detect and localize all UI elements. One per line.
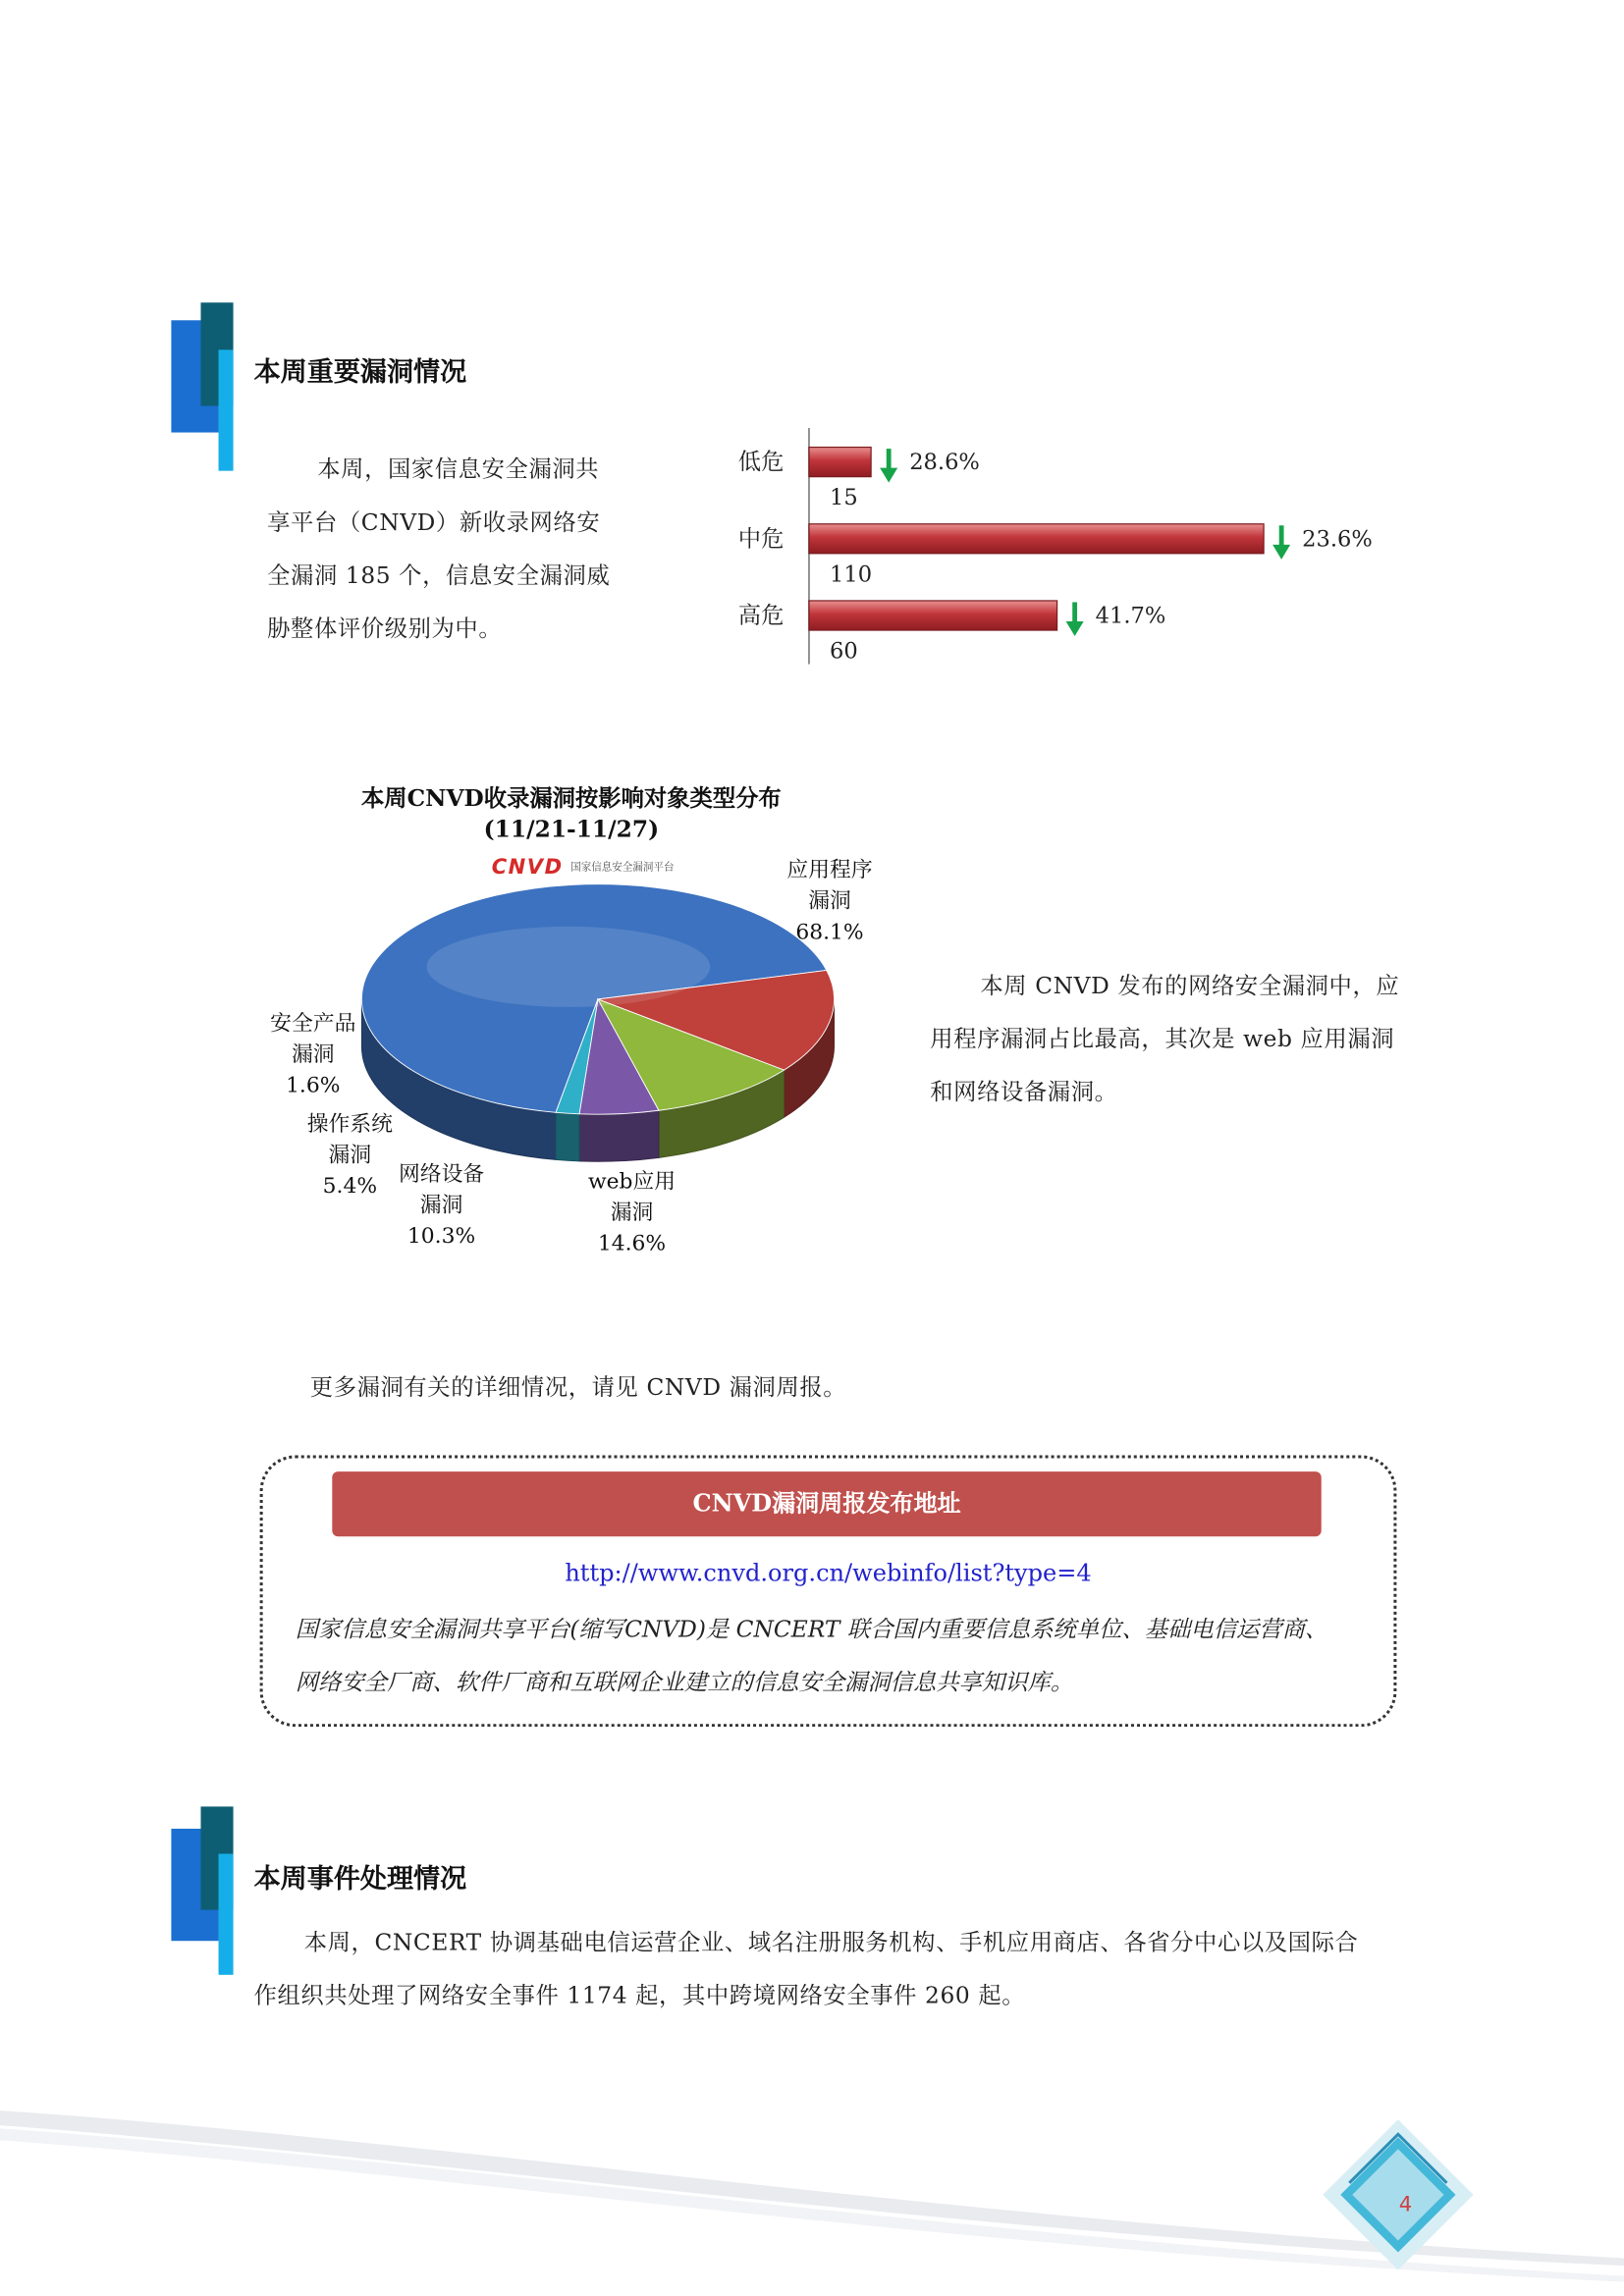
cnvd-logo-mark: CNVD: [491, 856, 564, 881]
section-heading-vulnerabilities: 本周重要漏洞情况: [253, 356, 467, 389]
pie-label-name2: 漏洞: [419, 1194, 463, 1218]
summary-line: 全漏洞 185 个，信息安全漏洞威: [267, 561, 611, 589]
pie-label-name: web应用: [587, 1170, 677, 1195]
summary-line: 享平台（CNVD）新收录网络安: [267, 508, 601, 536]
severity-change-label: 28.6%: [909, 450, 980, 476]
pie-label-name: 网络设备: [398, 1162, 485, 1187]
section-heading-incidents: 本周事件处理情况: [253, 1864, 467, 1896]
callout-desc-line: 网络安全厂商、软件厂商和互联网企业建立的信息安全漏洞信息共享知识库。: [295, 1669, 1074, 1696]
severity-bar: [809, 601, 1057, 630]
heading-decoration-2: [171, 1806, 238, 1976]
pie-side-wall: [556, 1112, 579, 1161]
severity-category-label: 低危: [737, 449, 785, 476]
pie-label-pct: 14.6%: [597, 1232, 667, 1256]
pie-label-name2: 漏洞: [291, 1043, 335, 1068]
pie-label-applications: [768, 856, 892, 949]
heading-decoration-1: [171, 302, 238, 472]
severity-bar: [809, 448, 871, 477]
pie-label-pct: 68.1%: [795, 921, 864, 945]
more-info-line: 更多漏洞有关的详细情况，请见 CNVD 漏洞周报。: [309, 1373, 847, 1401]
incident-summary: [254, 1916, 1359, 2022]
severity-count-label: 15: [830, 485, 858, 511]
page-number: 4: [1398, 2193, 1413, 2217]
callout-description: [296, 1603, 1388, 1709]
severity-count-label: 110: [830, 561, 873, 588]
down-arrow-icon: [880, 449, 897, 483]
pie-label-pct: 5.4%: [322, 1174, 378, 1199]
pie-description-line: 用程序漏洞占比最高，其次是 web 应用漏洞: [930, 1026, 1395, 1053]
severity-category-label: 中危: [737, 525, 785, 553]
severity-change-label: 23.6%: [1302, 526, 1373, 553]
pie-label-name2: 漏洞: [610, 1201, 654, 1225]
callout-desc-line: 国家信息安全漏洞共享平台(缩写CNVD)是 CNCERT 联合国内重要信息系统单位、基础电信运营商、: [295, 1616, 1328, 1643]
severity-bar: [809, 524, 1264, 554]
down-arrow-icon: [1272, 525, 1290, 560]
pie-label-pct: 10.3%: [406, 1224, 476, 1250]
callout-title-banner: CNVD漏洞周报发布地址: [332, 1471, 1321, 1536]
pie-description-line: 本周 CNVD 发布的网络安全漏洞中，应: [980, 972, 1400, 999]
down-arrow-icon: [1066, 602, 1084, 636]
pie-description: [930, 959, 1399, 1118]
severity-change-label: 41.7%: [1095, 603, 1166, 629]
pie-label-name2: 漏洞: [808, 889, 851, 914]
incident-line: 本周，CNCERT 协调基础电信运营企业、域名注册服务机构、手机应用商店、各省分中心以及国际合: [303, 1929, 1359, 1956]
pie-title-line1: 本周CNVD收录漏洞按影响对象类型分布: [361, 783, 782, 812]
pie-title-line2: (11/21-11/27): [483, 814, 660, 843]
severity-count-label: 60: [830, 638, 858, 665]
pie-label-web-apps: [569, 1167, 693, 1260]
pie-label-name: 安全产品: [270, 1012, 356, 1037]
pie-label-security-products: [251, 1009, 375, 1102]
pie-label-name2: 漏洞: [328, 1144, 372, 1168]
severity-bar-chart: [724, 421, 1403, 679]
pie-label-network-devices: [379, 1160, 503, 1254]
pie-highlight: [427, 927, 711, 1007]
pie-label-pct: 1.6%: [286, 1074, 341, 1098]
cnvd-logo-subtitle: 国家信息安全漏洞平台: [570, 861, 675, 874]
vulnerability-summary: [267, 443, 610, 656]
summary-line: 本周，国家信息安全漏洞共: [317, 455, 600, 483]
pie-description-line: 和网络设备漏洞。: [930, 1079, 1118, 1106]
pie-side-wall: [579, 1110, 659, 1161]
pie-label-name: 应用程序: [786, 859, 873, 883]
pie-chart-title: [296, 782, 847, 844]
summary-line: 胁整体评价级别为中。: [267, 615, 503, 643]
pie-label-name: 操作系统: [306, 1112, 393, 1137]
severity-category-label: 高危: [737, 602, 785, 629]
cnvd-weekly-link[interactable]: http://www.cnvd.org.cn/webinfo/list?type=4: [565, 1558, 1092, 1587]
more-info-text: [310, 1361, 846, 1414]
incident-line: 作组织共处理了网络安全事件 1174 起，其中跨境网络安全事件 260 起。: [253, 1982, 1026, 2009]
